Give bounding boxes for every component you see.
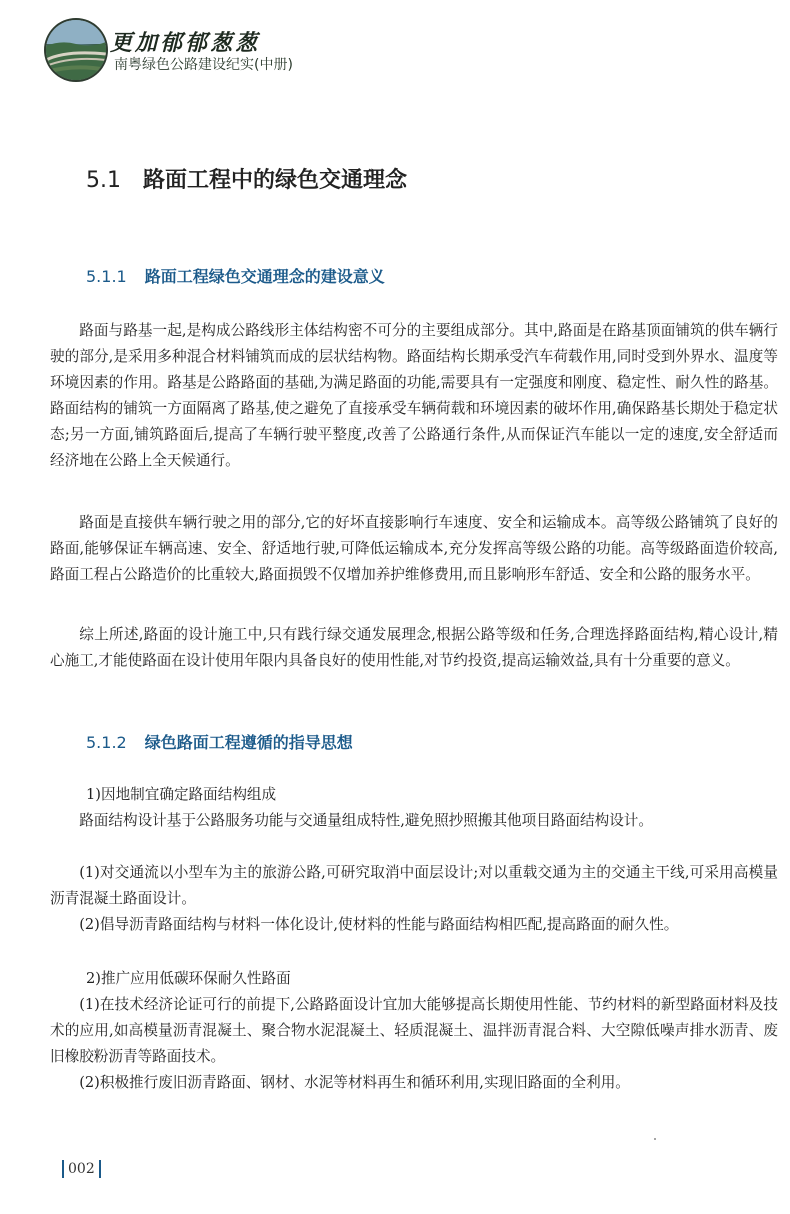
book-title: 更加郁郁葱葱 xyxy=(110,30,261,56)
paragraph: 路面是直接供车辆行驶之用的部分,它的好坏直接影响行车速度、安全和运输成本。高等级公路铺筑了良好的路面,能够保证车辆高速、安全、舒适地行驶,可降低运输成本,充分发挥高等级公路的功能。高等级路面造价较高,路面工程占公路造价的比重较大,路面损毁不仅增加养护维修费用,而且影响形车舒适、安全和公路的服务水平。 xyxy=(50,514,778,583)
page-number-bar-right xyxy=(99,1160,101,1178)
subsection-title: 路面工程绿色交通理念的建设意义 xyxy=(144,267,385,286)
book-subtitle: 南粤绿色公路建设纪实(中册) xyxy=(114,57,293,73)
decorative-dot xyxy=(654,1138,656,1140)
page-header xyxy=(46,20,746,84)
page-number-bar-left xyxy=(62,1160,64,1178)
highway-landscape-icon xyxy=(46,20,106,80)
paragraph: 综上所述,路面的设计施工中,只有践行绿交通发展理念,根据公路等级和任务,合理选择路面结构,精心设计,精心施工,才能使路面在设计使用年限内具备良好的使用性能,对节约投资,提高运输效益,具有十分重要的意义。 xyxy=(50,626,778,669)
page-number-text: 002 xyxy=(68,1161,95,1177)
subsection-number: 5.1.1 xyxy=(86,267,127,286)
paragraph: (1)在技术经济论证可行的前提下,公路路面设计宜加大能够提高长期使用性能、节约材料的新型路面材料及技术的应用,如高模量沥青混凝土、聚合物水泥混凝土、轻质混凝土、温拌沥青混合料、大空隙低噪声排水沥青、废旧橡胶粉沥青等路面技术。 xyxy=(50,996,778,1065)
list-heading: 2)推广应用低碳环保耐久性路面 xyxy=(86,970,291,987)
paragraph: (2)积极推行废旧沥青路面、钢材、水泥等材料再生和循环利用,实现旧路面的全利用。 xyxy=(79,1074,630,1091)
subsection-number: 5.1.2 xyxy=(86,733,127,752)
section-title: 路面工程中的绿色交通理念 xyxy=(143,168,408,193)
paragraph: (1)对交通流以小型车为主的旅游公路,可研究取消中面层设计;对以重载交通为主的交通主干线,可采用高模量沥青混凝土路面设计。 xyxy=(50,864,778,907)
book-logo xyxy=(46,20,106,80)
subsection-heading-1 xyxy=(86,264,385,287)
paragraph: 路面与路基一起,是构成公路线形主体结构密不可分的主要组成部分。其中,路面是在路基顶面铺筑的供车辆行驶的部分,是采用多种混合材料铺筑而成的层状结构物。路面结构长期承受汽车荷载作用,同时受到外界水、温度等环境因素的作用。路基是公路路面的基础,为满足路面的功能,需要具有一定强度和刚度、稳定性、耐久性的路基。路面结构的铺筑一方面隔离了路基,使之避免了直接承受车辆荷载和环境因素的破坏作用,确保路基长期处于稳定状态;另一方面,铺筑路面后,提高了车辆行驶平整度,改善了公路通行条件,从而保证汽车能以一定的速度,安全舒适而经济地在公路上全天候通行。 xyxy=(50,322,778,469)
paragraph: (2)倡导沥青路面结构与材料一体化设计,使材料的性能与路面结构相匹配,提高路面的耐久性。 xyxy=(79,916,679,933)
page-number xyxy=(58,1160,105,1178)
section-heading xyxy=(86,163,407,194)
paragraph: 路面结构设计基于公路服务功能与交通量组成特性,避免照抄照搬其他项目路面结构设计。 xyxy=(79,812,653,829)
subsection-title: 绿色路面工程遵循的指导思想 xyxy=(144,733,353,752)
list-heading: 1)因地制宜确定路面结构组成 xyxy=(86,786,277,803)
subsection-heading-2 xyxy=(86,730,353,753)
section-number: 5.1 xyxy=(86,168,121,193)
